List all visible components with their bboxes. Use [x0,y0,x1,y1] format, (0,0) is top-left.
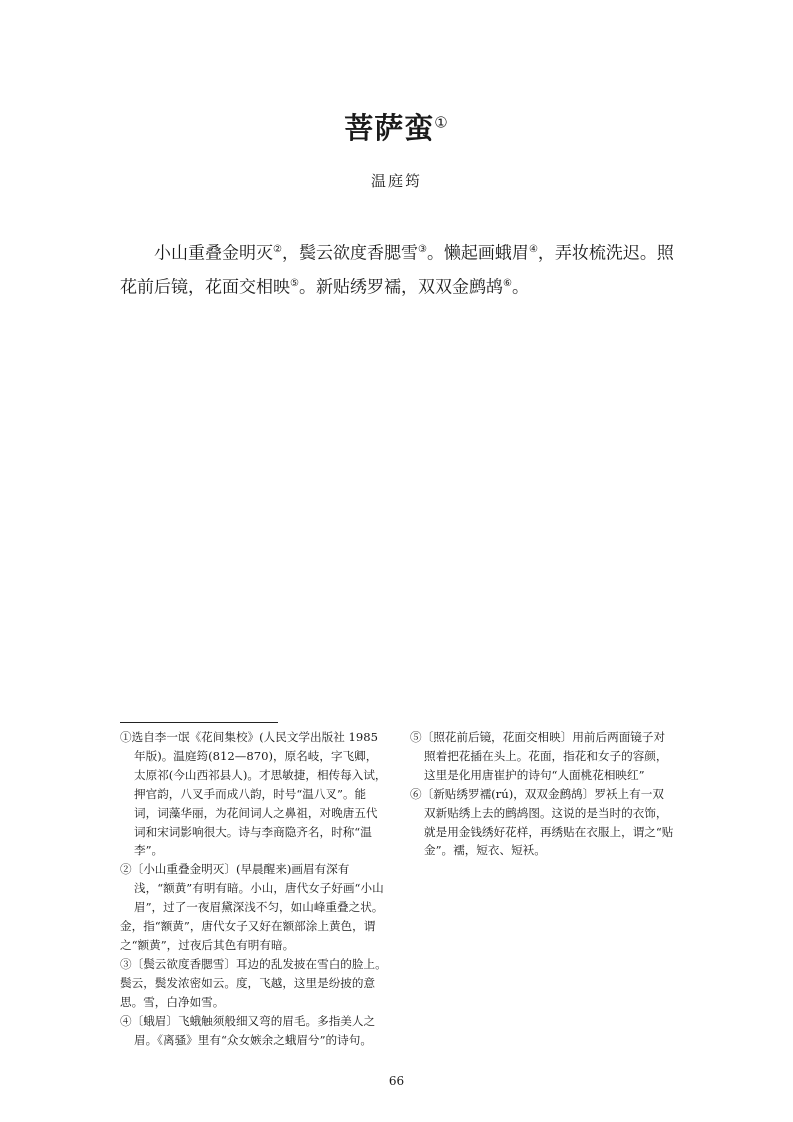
footnote-reference-mark[interactable]: ④ [528,244,538,255]
footnotes-left-column [120,728,387,1049]
poem-text-segment: ，鬓云欲度香腮雪 [281,243,418,264]
footnote-divider [120,722,278,723]
poem-text-segment: 小山重叠金明灭 [154,243,273,264]
footnote-3: ③〔鬓云欲度香腮雪〕耳边的乱发披在雪白的脸上。 [120,956,387,971]
footnote-6: ⑥〔新贴绣罗襦(rú)，双双金鹧鸪〕罗袄上有一双双新贴绣上去的鹧鸪图。这说的是当时的衣饰，就是用金钱绣好花样，再绣贴在衣服上，谓之“贴金”。襦，短衣、短袄。 [410,786,674,858]
poem-text-segment: 。新贴绣罗襦，双双金鹧鸪 [298,277,503,298]
footnote-reference-mark[interactable]: ② [273,244,282,255]
poem-body [120,235,676,302]
poem-title-text: 菩萨蛮 [344,111,435,145]
footnote-reference-mark[interactable]: ⑥ [502,277,512,289]
footnote-reference-mark[interactable]: ⑤ [290,277,299,289]
footnote-3-continued: 鬓云，鬓发浓密如云。度，飞越，这里是纷披的意思。雪，白净如雪。 [120,975,376,1009]
poem-title [0,106,793,147]
footnote-2-continued: 金，指“额黄”，唐代女子又好在额部涂上黄色，谓之“额黄”，过夜后其色有明有暗。 [120,919,376,952]
page-number: 66 [388,1074,405,1088]
poem-text-segment: ，弄妆梳洗迟。照花前后镜，花面交相映 [120,243,674,298]
author-name: 温庭筠 [370,172,422,190]
footnote-1: ①选自李一氓《花间集校》(人民文学出版社 1985 年版)。温庭筠(812—870)，原名岐，字飞卿，太原祁(今山西祁县人)。才思敏捷，相传每入试，押官韵，八叉手而成八韵，时号“温八叉”。能词，词藻华丽，为花间词人之鼻祖，对晚唐五代词和宋词影响很大。诗与李商隐齐名，时称“温李”。 [120,730,387,858]
footnote-4: ④〔蛾眉〕飞蛾触须般细又弯的眉毛。多指美人之眉。《离骚》里有“众女嫉余之蛾眉兮”的诗句。 [120,1013,376,1047]
poem-text-segment: 。懒起画蛾眉 [426,243,529,264]
footnote-2: ②〔小山重叠金明灭〕(早晨醒来)画眉有深有浅，“额黄”有明有暗。小山，唐代女子好画“小山眉”，过了一夜眉黛深浅不匀，如山峰重叠之状。 [120,862,384,915]
footnote-reference-mark[interactable]: ③ [417,244,427,255]
footnote-5: ⑤〔照花前后镜，花面交相映〕用前后两面镜子对照着把花插在头上。花面，指花和女子的容颜，这里是化用唐崔护的诗句“人面桃花相映红” [410,730,668,782]
title-footnote-mark[interactable]: ① [434,113,449,132]
poem-text-segment: 。 [511,277,529,298]
footnotes-right-column [410,728,675,860]
